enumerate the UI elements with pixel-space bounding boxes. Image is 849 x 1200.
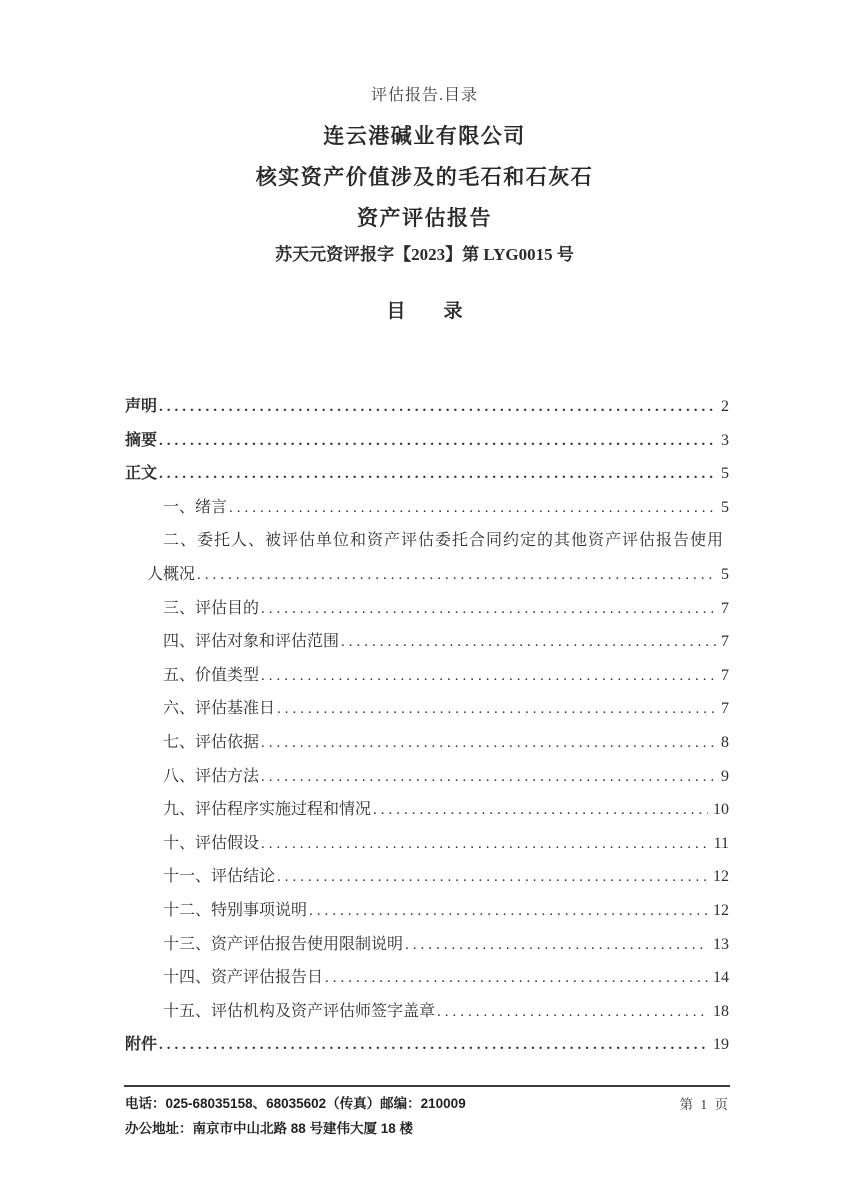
toc-dot-leader (405, 928, 708, 963)
toc-entry (125, 860, 729, 894)
toc-entry-label: 正文 (125, 465, 158, 483)
toc-entry-label: 七、评估依据 (163, 733, 260, 751)
toc-page-number: 14 (713, 969, 729, 987)
toc-entry (125, 793, 729, 827)
toc-entry (125, 457, 729, 491)
toc-page-number: 12 (713, 868, 729, 886)
toc-entry-label: 十、评估假设 (163, 834, 260, 852)
toc-dot-leader (341, 625, 716, 660)
toc-entry (125, 592, 729, 626)
footer-contact-line: 电话：025-68035158、68035602（传真）邮编：210009 (125, 1096, 466, 1111)
toc-entry-label: 八、评估方法 (163, 767, 260, 785)
toc-page-number: 3 (721, 431, 729, 449)
toc-entry (125, 726, 729, 760)
toc-page-number: 10 (713, 801, 729, 819)
toc-dot-leader (159, 390, 716, 425)
toc-entry-label: 二、委托人、被评估单位和资产评估委托合同约定的其他资产评估报告使用 (163, 532, 725, 550)
toc-dot-leader (159, 424, 716, 459)
page-indicator: 第 1 页 (679, 1097, 730, 1112)
toc-dot-leader (437, 995, 708, 1030)
toc-page-number: 5 (721, 498, 729, 516)
toc-entry-label: 五、价值类型 (163, 666, 260, 684)
toc-entry-label: 十二、特别事项说明 (163, 901, 308, 919)
toc-entry-label: 声明 (125, 398, 158, 415)
toc-entry-label: 附件 (125, 1036, 158, 1054)
toc-entry-label: 六、评估基准日 (163, 700, 276, 718)
toc-page-number: 8 (721, 733, 729, 751)
toc-entry (125, 659, 729, 693)
toc-entry (125, 692, 729, 726)
toc-entry (125, 1028, 729, 1062)
toc-entry-label: 三、评估目的 (163, 599, 260, 617)
toc-list (125, 390, 729, 1062)
toc-dot-leader (277, 860, 708, 895)
toc-dot-leader (261, 659, 716, 694)
toc-dot-leader (229, 491, 716, 526)
toc-dot-leader (277, 692, 716, 727)
toc-dot-leader (261, 592, 716, 627)
toc-dot-leader (261, 726, 716, 761)
toc-entry (125, 524, 729, 558)
toc-entry-label: 十一、评估结论 (163, 868, 276, 886)
toc-dot-leader (261, 827, 709, 862)
toc-page-number: 5 (721, 565, 729, 583)
toc-entry (125, 760, 729, 794)
toc-dot-leader (261, 760, 716, 795)
report-title-company: 连云港碱业有限公司 (323, 124, 526, 148)
toc-entry-label: 十三、资产评估报告使用限制说明 (163, 935, 404, 953)
toc-page-number: 7 (721, 599, 729, 617)
toc-page-number: 11 (713, 834, 729, 852)
toc-dot-leader (309, 894, 708, 929)
toc-dot-leader (159, 1028, 708, 1063)
toc-page-number: 19 (713, 1036, 729, 1054)
toc-page-number: 13 (713, 935, 729, 953)
toc-entry (125, 995, 729, 1029)
footer-divider (124, 1085, 730, 1087)
toc-dot-leader (325, 961, 708, 996)
report-title-type: 资产评估报告 (357, 206, 492, 230)
toc-entry (125, 424, 729, 458)
toc-entry-label: 十五、评估机构及资产评估师签字盖章 (163, 1002, 436, 1020)
report-number: 苏天元资评报字【2023】第 LYG0015 号 (275, 245, 574, 264)
toc-entry-label: 九、评估程序实施过程和情况 (163, 801, 372, 819)
toc-entry-label: 四、评估对象和评估范围 (163, 633, 340, 651)
toc-page-number: 5 (721, 465, 729, 483)
toc-entry (125, 928, 729, 962)
toc-entry-label: 十四、资产评估报告日 (163, 969, 324, 987)
footer-contact-block (125, 1091, 605, 1141)
toc-entry-label: 摘要 (125, 431, 158, 449)
toc-entry (125, 894, 729, 928)
toc-entry-label: 人概况 (147, 565, 196, 583)
toc-page-number: 7 (721, 700, 729, 718)
toc-page-number: 2 (721, 398, 729, 415)
toc-page-number: 9 (721, 767, 729, 785)
toc-heading: 目 录 (386, 301, 463, 322)
toc-page-number: 12 (713, 901, 729, 919)
toc-entry (125, 827, 729, 861)
toc-entry-label: 一、绪言 (163, 498, 228, 516)
toc-entry (125, 390, 729, 424)
footer-address-line: 办公地址：南京市中山北路 88 号建伟大厦 18 楼 (125, 1121, 414, 1136)
toc-dot-leader (159, 457, 716, 492)
report-title-block (0, 116, 849, 239)
toc-page-number: 7 (721, 633, 729, 651)
toc-dot-leader (373, 793, 708, 828)
toc-entry (125, 491, 729, 525)
report-title-subject: 核实资产价值涉及的毛石和石灰石 (255, 165, 594, 189)
toc-dot-leader (197, 558, 716, 593)
toc-entry (125, 625, 729, 659)
toc-entry (125, 558, 729, 592)
toc-page-number: 7 (721, 666, 729, 684)
toc-entry (125, 961, 729, 995)
running-header: 评估报告.目录 (370, 87, 478, 104)
toc-page-number: 18 (713, 1002, 729, 1020)
